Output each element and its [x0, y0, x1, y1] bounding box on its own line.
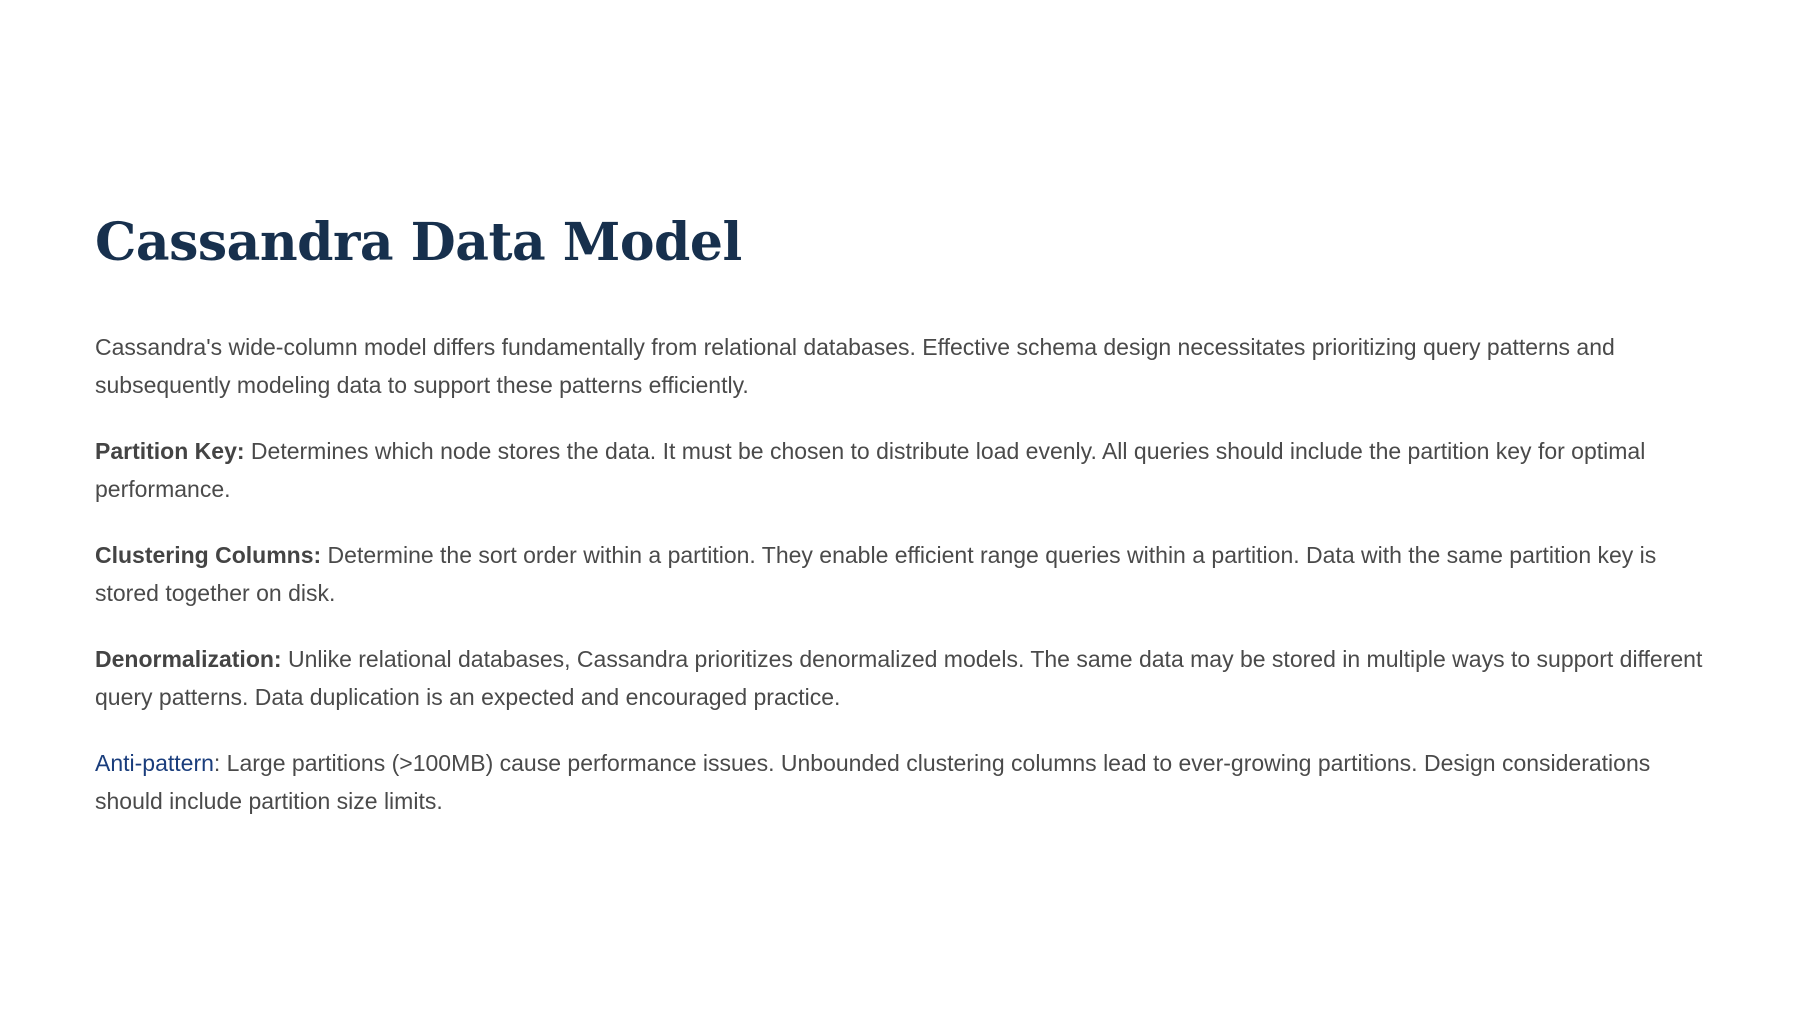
denormalization-paragraph	[95, 640, 1705, 716]
denormalization-text: Unlike relational databases, Cassandra prioritizes denormalized models. The same data may be stored in multiple ways to support different query patterns. Data duplication is an expected and encouraged practice.	[95, 646, 1703, 710]
anti-pattern-paragraph	[95, 744, 1705, 820]
intro-paragraph: Cassandra's wide-column model differs fundamentally from relational databases. Effective schema design necessitates prioritizing query patterns and subsequently modeling data to support these patterns efficiently.	[95, 334, 1615, 398]
clustering-columns-text: Determine the sort order within a partition. They enable efficient range queries within a partition. Data with the same partition key is stored together on disk.	[95, 542, 1657, 606]
denormalization-term: Denormalization:	[95, 646, 282, 672]
anti-pattern-text: : Large partitions (>100MB) cause performance issues. Unbounded clustering columns lead to ever-growing partitions. Design considerations should include partition size limits.	[95, 750, 1651, 814]
page-title: Cassandra Data Model	[95, 212, 742, 273]
partition-key-text: Determines which node stores the data. It must be chosen to distribute load evenly. All queries should include the partition key for optimal performance.	[95, 438, 1646, 502]
partition-key-paragraph	[95, 432, 1705, 508]
clustering-columns-term: Clustering Columns:	[95, 542, 322, 568]
clustering-columns-paragraph	[95, 536, 1705, 612]
anti-pattern-link[interactable]: Anti-pattern	[95, 750, 214, 776]
partition-key-term: Partition Key:	[95, 438, 245, 464]
